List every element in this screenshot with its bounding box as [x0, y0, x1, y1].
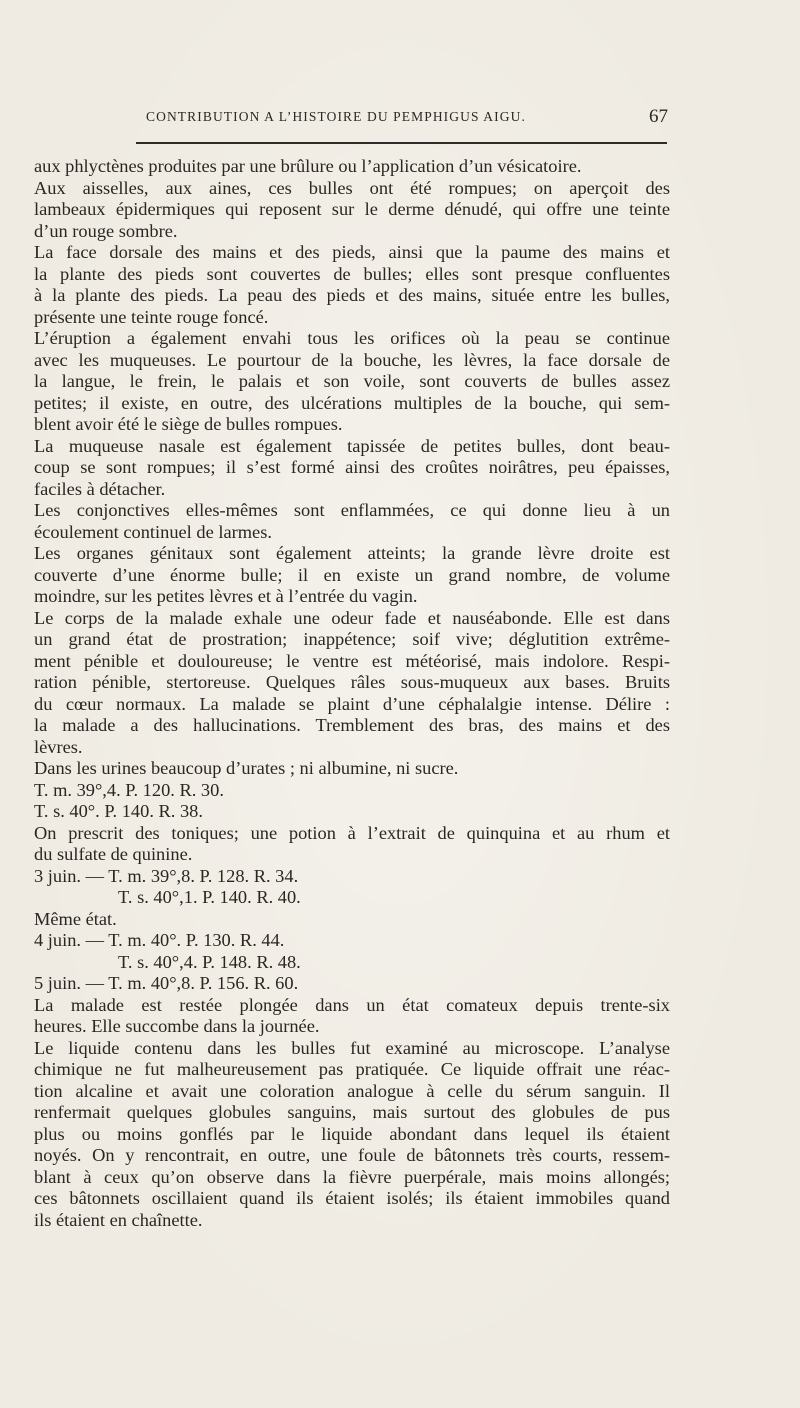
text-line: La face dorsale des mains et des pieds, ainsi que la paume des mains et — [34, 242, 670, 262]
text-line: T. s. 40°,1. P. 140. R. 40. — [118, 887, 301, 907]
text-line: moindre, sur les petites lèvres et à l’entrée du vagin. — [34, 586, 418, 606]
text-line: 4 juin. — T. m. 40°. P. 130. R. 44. — [34, 930, 285, 950]
text-line: heures. Elle succombe dans la journée. — [34, 1016, 320, 1036]
text-line: lèvres. — [34, 736, 83, 757]
text-line: T. m. 39°,4. P. 120. R. 30. — [34, 779, 224, 800]
text-line: blent avoir été le siège de bulles rompues. — [34, 414, 343, 434]
text-line: La malade est restée plongée dans un état comateux depuis trente-six — [34, 994, 670, 1015]
text-line: écoulement continuel de larmes. — [34, 521, 272, 542]
text-line: Le liquide contenu dans les bulles fut examiné au microscope. L’analyse — [34, 1037, 670, 1058]
text-line: Dans les urines beaucoup d’urates ; ni albumine, ni sucre. — [34, 758, 459, 778]
text-line: aux phlyctènes produites par une brûlure ou l’application d’un vésicatoire. — [34, 156, 582, 176]
text-line: plus ou moins gonflés par le liquide abondant dans lequel ils étaient — [34, 1123, 670, 1144]
text-line: Les conjonctives elles-mêmes sont enflammées, ce qui donne lieu à un — [34, 500, 670, 520]
text-line: Les organes génitaux sont également atteints; la grande lèvre droite est — [34, 543, 670, 563]
text-line: ils étaient en chaînette. — [34, 1209, 203, 1230]
running-title: CONTRIBUTION A L’HISTOIRE DU PEMPHIGUS AIGU. — [146, 109, 526, 124]
text-line: un grand état de prostration; inappétence; soif vive; déglutition extrême- — [34, 629, 670, 649]
body-text — [34, 156, 670, 1231]
text-line: chimique ne fut malheureusement pas pratiquée. Ce liquide offrait une réac- — [34, 1059, 670, 1079]
text-line: 5 juin. — T. m. 40°,8. P. 156. R. 60. — [34, 973, 299, 993]
text-line: la malade a des hallucinations. Tremblement des bras, des mains et des — [34, 715, 670, 735]
text-line: du cœur normaux. La malade se plaint d’une céphalalgie intense. Délire : — [34, 693, 670, 714]
text-line: la plante des pieds sont couvertes de bulles; elles sont presque confluentes — [34, 263, 670, 284]
text-line: T. s. 40°,4. P. 148. R. 48. — [118, 951, 301, 972]
text-line: Le corps de la malade exhale une odeur fade et nauséabonde. Elle est dans — [34, 607, 670, 628]
text-line: La muqueuse nasale est également tapissée de petites bulles, dont beau- — [34, 435, 670, 456]
header-rule — [136, 142, 667, 144]
text-line: présente une teinte rouge foncé. — [34, 306, 269, 327]
text-line: lambeaux épidermiques qui reposent sur le derme dénudé, qui offre une teinte — [34, 199, 670, 219]
text-line: ment pénible et douloureuse; le ventre est météorisé, mais indolore. Respi- — [34, 650, 670, 671]
text-line: d’un rouge sombre. — [34, 220, 178, 241]
text-line: avec les muqueuses. Le pourtour de la bouche, les lèvres, la face dorsale de — [34, 349, 670, 370]
text-line: couverte d’une énorme bulle; il en existe un grand nombre, de volume — [34, 564, 670, 585]
page-header — [126, 104, 668, 134]
text-line: ces bâtonnets oscillaient quand ils étaient isolés; ils étaient immobiles quand — [34, 1188, 670, 1208]
text-line: tion alcaline et avait une coloration analogue à celle du sérum sanguin. Il — [34, 1080, 670, 1101]
text-line: faciles à détacher. — [34, 478, 166, 499]
text-line: T. s. 40°. P. 140. R. 38. — [34, 801, 203, 821]
text-line: du sulfate de quinine. — [34, 844, 193, 864]
text-line: Aux aisselles, aux aines, ces bulles ont été rompues; on aperçoit des — [34, 177, 670, 198]
text-line: 3 juin. — T. m. 39°,8. P. 128. R. 34. — [34, 865, 299, 886]
text-line: renfermait quelques globules sanguins, mais surtout des globules de pus — [34, 1102, 670, 1122]
text-line: On prescrit des toniques; une potion à l’extrait de quinquina et au rhum et — [34, 822, 670, 843]
text-line: à la plante des pieds. La peau des pieds et des mains, située entre les bulles, — [34, 285, 670, 305]
page-number: 67 — [649, 106, 668, 127]
text-line: ration pénible, stertoreuse. Quelques râles sous-muqueux aux bases. Bruits — [34, 672, 670, 692]
text-line: noyés. On y rencontrait, en outre, une foule de bâtonnets très courts, ressem- — [34, 1145, 670, 1165]
text-line: Même état. — [34, 908, 117, 929]
text-line: la langue, le frein, le palais et son voile, sont couverts de bulles assez — [34, 371, 670, 391]
text-line: coup se sont rompues; il s’est formé ainsi des croûtes noirâtres, peu épaisses, — [34, 457, 670, 477]
text-line: blant à ceux qu’on observe dans la fièvre puerpérale, mais moins allongés; — [34, 1166, 670, 1187]
text-line: L’éruption a également envahi tous les orifices où la peau se continue — [34, 328, 670, 348]
text-line: petites; il existe, en outre, des ulcérations multiples de la bouche, qui sem- — [34, 392, 670, 413]
